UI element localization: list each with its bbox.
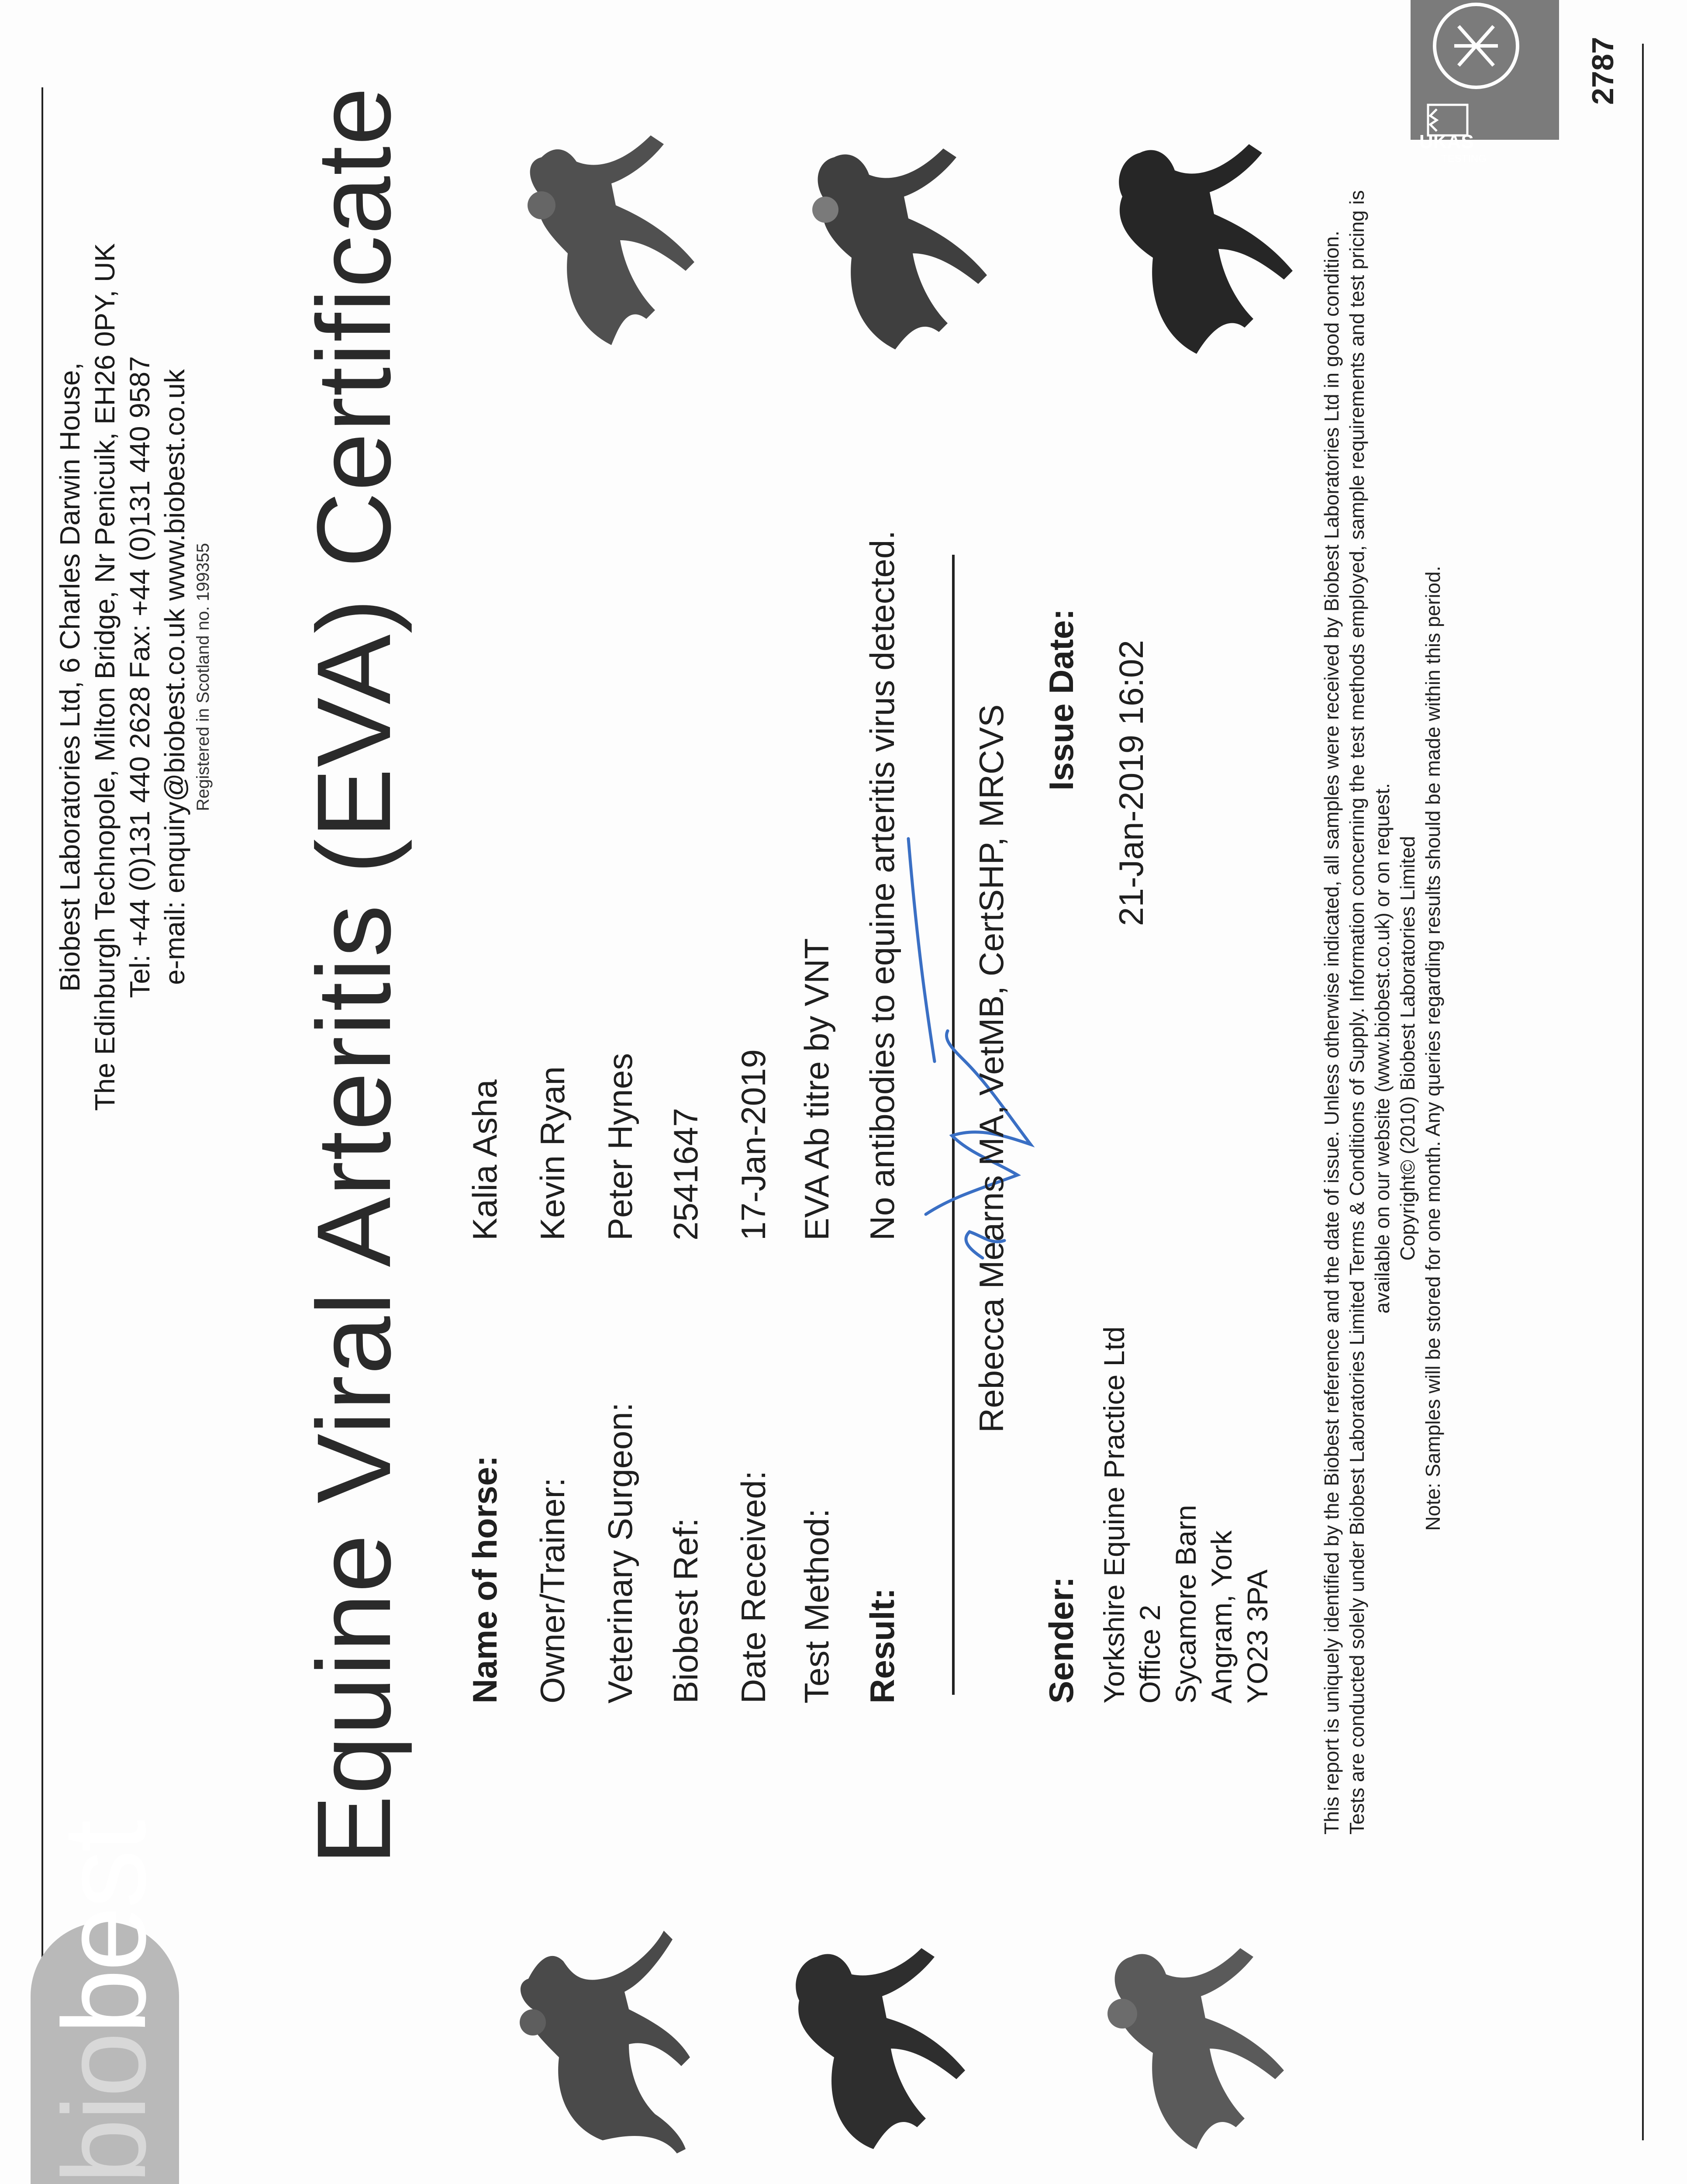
sender-line: Yorkshire Equine Practice Ltd [1098, 1326, 1130, 1704]
value-biobest-ref: 2541647 [666, 1108, 705, 1241]
horse-silhouette-left-middle [751, 1922, 978, 2167]
value-name-of-horse: Kalia Asha [466, 1079, 504, 1241]
issue-date-label: Issue Date: [1042, 608, 1080, 791]
horse-silhouette-right-bottom [1074, 100, 1301, 371]
certificate-title: Equine Viral Arteritis (EVA) Certificate [295, 86, 412, 1865]
sender-line: Sycamore Barn [1170, 1505, 1202, 1704]
ukas-text [1419, 131, 1474, 153]
header-line-1: Biobest Laboratories Ltd, 6 Charles Darwin House, [54, 362, 86, 992]
ukas-badge [1411, 0, 1559, 140]
biobest-logo [39, 1822, 170, 2184]
horse-rider-image-left-top [472, 1922, 699, 2167]
company-header [52, 131, 214, 1223]
horse-rider-image-right-middle [769, 100, 996, 371]
label-result: Result: [863, 1588, 901, 1704]
ukas-sub-label: TESTING [1441, 153, 1487, 165]
sender-line: Office 2 [1134, 1604, 1166, 1704]
label-test-method: Test Method: [797, 1508, 836, 1704]
logo-text-dim: bio [39, 2034, 170, 2184]
registration-number: Registered in Scotland no. 199355 [193, 543, 213, 811]
sender-line: Angram, York [1205, 1530, 1238, 1704]
footer-line: Tests are conducted solely under Biobest Laboratories Limited Terms & Conditions of Supply. Information concerning the test methods employed, sample requirements and test pricing is [1345, 190, 1368, 1835]
sender-label: Sender: [1042, 1576, 1080, 1704]
value-result: No antibodies to equine arteritis virus detected. [863, 530, 901, 1241]
value-owner-trainer: Kevin Ryan [533, 1066, 572, 1241]
footer-line: This report is uniquely identified by the Biobest reference and the date of issue. Unless otherwise indicated, all samples were received by Biobest Laboratories Ltd in good condition. [1320, 231, 1343, 1835]
ukas-number: 2787 [1586, 37, 1620, 105]
ukas-subtext [1441, 153, 1487, 165]
footer-line: Note: Samples will be stored for one month. Any queries regarding results should be made within this period. [1421, 566, 1444, 1531]
ukas-label: UKAS [1419, 131, 1474, 152]
label-veterinary-surgeon: Veterinary Surgeon: [601, 1402, 639, 1704]
header-line-3: Tel: +44 (0)131 440 2628 Fax: +44 (0)131 440 9587 [124, 356, 155, 998]
sender-address [1096, 1327, 1275, 1704]
signatory-name: Rebecca Mearns MA, VetMB, CertSHP, MRCVS [972, 704, 1011, 1433]
header-line-4: e-mail: enquiry@biobest.co.uk www.biobest.co.uk [159, 369, 190, 985]
handwritten-signature [873, 830, 1057, 1267]
header-line-2: The Edinburgh Technopole, Milton Bridge, Nr Penicuik, EH26 0PY, UK [89, 243, 121, 1111]
label-owner-trainer: Owner/Trainer: [533, 1477, 572, 1704]
issue-date-value: 21-Jan-2019 16:02 [1112, 640, 1150, 926]
horse-rider-image-left-bottom [1057, 1922, 1301, 2167]
label-date-received: Date Received: [734, 1470, 773, 1704]
horse-rider-image-right-top [480, 100, 707, 371]
value-date-received: 17-Jan-2019 [734, 1049, 773, 1241]
value-veterinary-surgeon: Peter Hynes [601, 1053, 639, 1241]
value-test-method: EVA Ab titre by VNT [797, 938, 836, 1241]
label-biobest-ref: Biobest Ref: [666, 1518, 705, 1704]
footer-line: available on our website (www.biobest.co.uk) or on request. [1371, 783, 1394, 1314]
bottom-border-line [1642, 44, 1644, 2140]
footer-line: Copyright© (2010) Biobest Laboratories Limited [1396, 836, 1419, 1261]
footer-disclaimer [1319, 190, 1446, 1835]
sender-line: YO23 3PA [1241, 1569, 1273, 1704]
logo-text-main: best [39, 1822, 170, 2035]
label-name-of-horse: Name of horse: [466, 1455, 504, 1704]
